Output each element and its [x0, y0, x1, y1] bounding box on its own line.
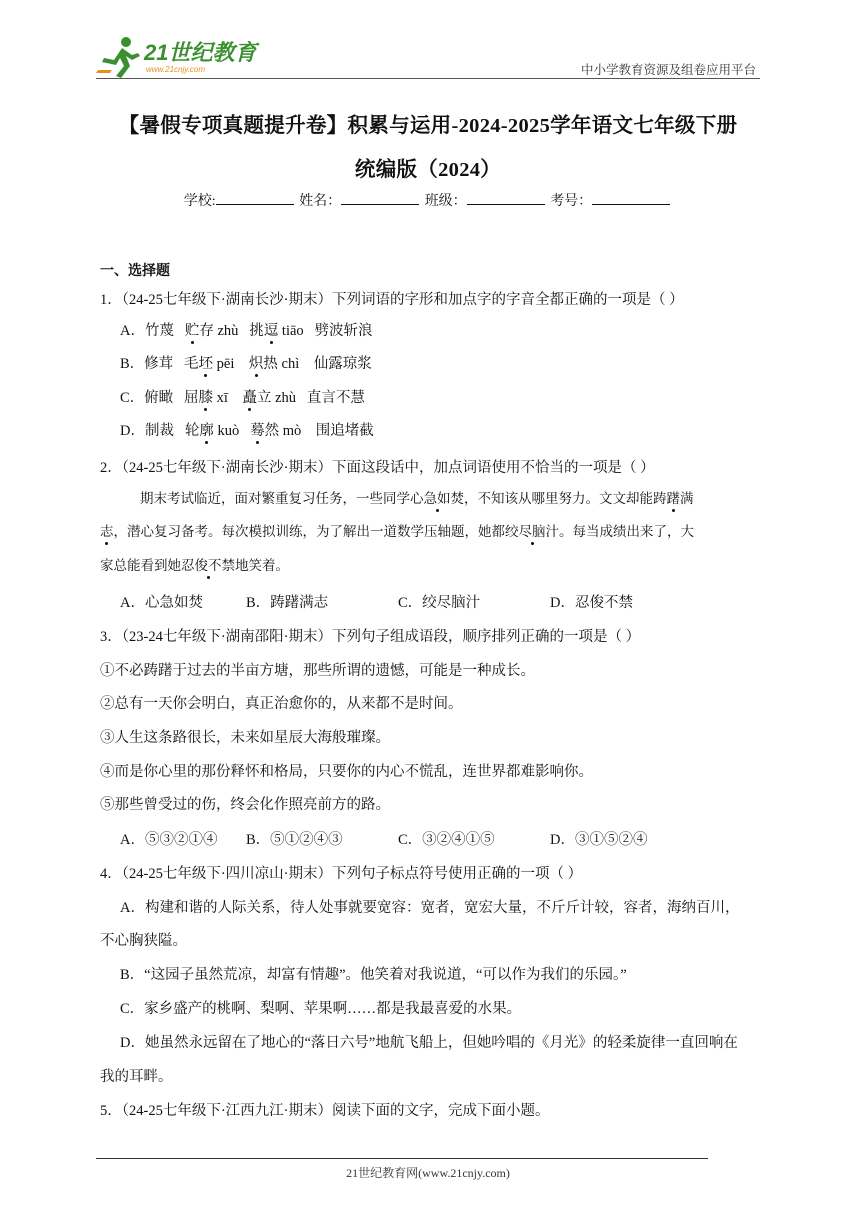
- q2-option-a[interactable]: A．心急如焚: [120, 595, 203, 611]
- q1-option-d[interactable]: D．制裁 轮廓 kuò 蓦然 mò 围追堵截: [120, 423, 374, 439]
- q4-option-a[interactable]: A．构建和谐的人际关系，待人处事就要宽容：宽者，宽宏大量，不斤斤计较，容者，海纳百川，: [120, 900, 740, 916]
- q1-stem: 1．（24-25七年级下·湖南长沙·期末）下列词语的字形和加点字的字音全都正确的一项是（ ）: [100, 292, 684, 308]
- header-rule: [96, 78, 760, 79]
- class-blank[interactable]: [467, 192, 545, 205]
- runner-icon: [96, 37, 140, 78]
- q3-stem: 3．（23-24七年级下·湖南邵阳·期末）下列句子组成语段，顺序排列正确的一项是（ ）: [100, 629, 641, 645]
- platform-label: 中小学教育资源及组卷应用平台: [580, 63, 756, 77]
- name-label: 姓名：: [299, 194, 342, 209]
- school-label: 学校:: [183, 194, 216, 209]
- q1-option-b[interactable]: B．修茸 毛坯 pēi 炽热 chì 仙露琼浆: [120, 356, 372, 372]
- q3-sentence-4: ④而是你心里的那份释怀和格局，只要你的内心不慌乱，连世界都难影响你。: [100, 764, 593, 780]
- q3-option-b[interactable]: B．⑤①②④③: [246, 832, 343, 848]
- class-label: 班级：: [424, 194, 467, 209]
- q3-sentence-2: ②总有一天你会明白，真正治愈你的，从来都不是时间。: [100, 696, 463, 712]
- q4-option-c[interactable]: C．家乡盛产的桃啊、梨啊、苹果啊……都是我最喜爱的水果。: [120, 1001, 522, 1017]
- q1-option-c[interactable]: C．俯瞰 屈膝 xī 矗立 zhù 直言不慧: [120, 390, 365, 406]
- q3-sentence-3: ③人生这条路很长，未来如星辰大海般璀璨。: [100, 730, 390, 746]
- footer-rule: [96, 1158, 708, 1159]
- q3-option-a[interactable]: A．⑤③②①④: [120, 832, 218, 848]
- exam-no-label: 考号：: [550, 194, 593, 209]
- logo-url: www.21cnjy.com: [146, 65, 205, 74]
- q4-option-a-cont: 不心胸狭隘。: [100, 933, 187, 949]
- q1-option-a[interactable]: A．竹蔑 贮存 zhù 挑逗 tiāo 劈波斩浪: [120, 323, 373, 339]
- student-info-line: [96, 190, 760, 210]
- doc-title-line1: 【暑假专项真题提升卷】积累与运用-2024-2025学年语文七年级下册: [118, 115, 738, 137]
- q3-sentence-5: ⑤那些曾受过的伤，终会化作照亮前方的路。: [100, 797, 390, 813]
- section-heading: 一、选择题: [100, 264, 170, 279]
- exam-no-blank[interactable]: [592, 192, 670, 205]
- q2-option-b[interactable]: B．踌躇满志: [246, 595, 329, 611]
- footer-text: 21世纪教育网(www.21cnjy.com): [346, 1166, 510, 1180]
- q2-passage-line2: 志，潜心复习备考。每次模拟训练，为了解出一道数学压轴题，她都绞尽脑汁。每当成绩出来了，大: [100, 524, 694, 540]
- name-blank[interactable]: [341, 192, 419, 205]
- q4-stem: 4．（24-25七年级下·四川凉山·期末）下列句子标点符号使用正确的一项（ ）: [100, 866, 583, 882]
- q3-sentence-1: ①不必踌躇于过去的半亩方塘，那些所谓的遗憾，可能是一种成长。: [100, 663, 535, 679]
- q3-option-d[interactable]: D．③①⑤②④: [550, 832, 648, 848]
- school-blank[interactable]: [216, 192, 294, 205]
- q2-option-d[interactable]: D．忍俊不禁: [550, 595, 633, 611]
- doc-title-line2: 统编版（2024）: [354, 159, 502, 181]
- q3-option-c[interactable]: C．③②④①⑤: [398, 832, 495, 848]
- q5-stem: 5．（24-25七年级下·江西九江·期末）阅读下面的文字，完成下面小题。: [100, 1103, 550, 1119]
- logo: [96, 34, 266, 80]
- logo-text: 21世纪教育: [144, 40, 257, 65]
- q2-stem: 2．（24-25七年级下·湖南长沙·期末）下面这段话中，加点词语使用不恰当的一项是（ ）: [100, 460, 655, 476]
- q4-option-b[interactable]: B．“这园子虽然荒凉，却富有情趣”。他笑着对我说道，“可以作为我们的乐园。”: [120, 967, 627, 983]
- q2-passage-line3: 家总能看到她忍俊不禁地笑着。: [100, 558, 289, 574]
- q4-option-d[interactable]: D．她虽然永远留在了地心的“落日六号”地航飞船上，但她吟唱的《月光》的轻柔旋律一直回响在: [120, 1035, 738, 1051]
- q2-passage-line1: 期末考试临近，面对繁重复习任务，一些同学心急如焚，不知该从哪里努力。文文却能踌躇满: [140, 491, 694, 507]
- q4-option-d-cont: 我的耳畔。: [100, 1069, 173, 1085]
- q2-option-c[interactable]: C．绞尽脑汁: [398, 595, 481, 611]
